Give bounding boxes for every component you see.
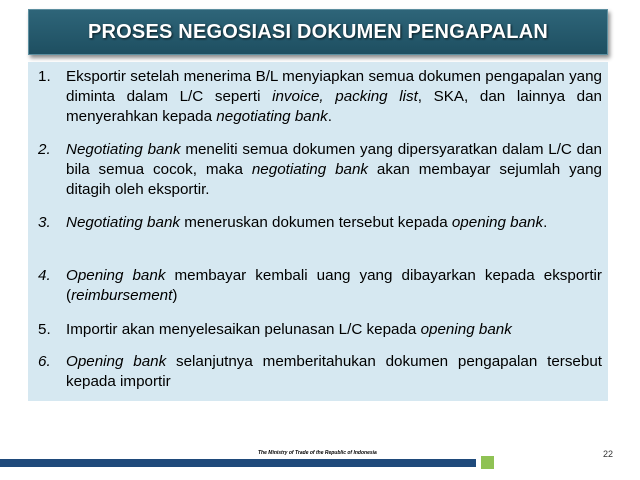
item-text: Eksportir setelah menerima B/L menyiapkan semua dokumen pengapalan yang diminta dalam L/C seperti invoice, packing list, SKA, dan lainnya dan menyerahkan kepada negotiating bank. <box>66 68 602 125</box>
item-text: Importir akan menyelesaikan pelunasan L/C kepada opening bank <box>66 321 512 338</box>
content-box <box>28 62 608 401</box>
item-number: 2. <box>38 141 51 158</box>
slide-title-bar <box>28 9 608 55</box>
footer-ministry-text: The Ministry of Trade of the Republic of Indonesia <box>258 450 377 456</box>
item-text: Negotiating bank meneliti semua dokumen yang dipersyaratkan dalam L/C dan bila semua cocok, maka negotiating bank akan membayar sejumlah yang ditagih oleh eksportir. <box>66 141 603 198</box>
item-number: 4. <box>38 267 51 284</box>
item-text: Opening bank selanjutnya memberitahukan dokumen pengapalan tersebut kepada importir <box>66 353 602 390</box>
slide-title: PROSES NEGOSIASI DOKUMEN PENGAPALAN <box>87 20 549 43</box>
item-number: 3. <box>38 214 51 231</box>
item-text: Opening bank membayar kembali uang yang dibayarkan kepada eksportir (reimbursement) <box>66 267 602 304</box>
item-number: 5. <box>38 321 51 338</box>
footer-line <box>0 459 476 467</box>
item-text: Negotiating bank meneruskan dokumen tersebut kepada opening bank. <box>66 214 548 231</box>
item-number: 6. <box>38 353 51 370</box>
item-number: 1. <box>38 68 51 85</box>
footer-square <box>481 456 494 469</box>
page-number: 22 <box>603 449 614 459</box>
